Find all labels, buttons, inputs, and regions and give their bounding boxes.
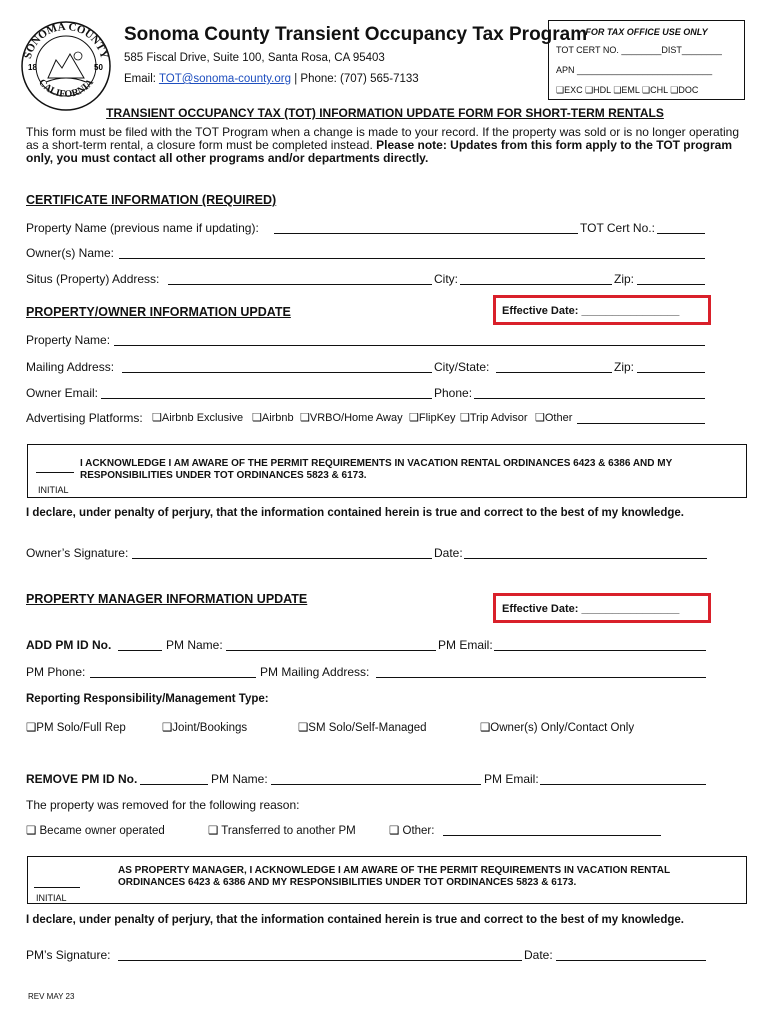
owner-declaration: I declare, under penalty of perjury, that the information contained herein is true and correct to the best of my knowledge.: [26, 507, 684, 519]
type-owner-only-checkbox[interactable]: ❑Owner(s) Only/Contact Only: [480, 722, 635, 734]
property-name-input[interactable]: [274, 233, 578, 234]
owner-effective-date-label: Effective Date: ________________: [502, 305, 680, 317]
program-title: Sonoma County Transient Occupancy Tax Program: [124, 24, 588, 45]
intro-paragraph: This form must be filed with the TOT Program when a change is made to your record. If the property was sold or is no longer operating as a short-term rental, a closure form must be completed instead. Please note: Updates from this form apply to the TOT program only, you must contact all other programs and/or departments directly.: [26, 125, 740, 165]
owner-date-label: Date:: [434, 546, 463, 560]
owner-initial-label: INITIAL: [38, 485, 69, 495]
situs-address-input[interactable]: [168, 284, 432, 285]
type-pm-solo-checkbox[interactable]: ❑PM Solo/Full Rep: [26, 722, 126, 734]
type-joint-bookings-checkbox[interactable]: ❑Joint/Bookings: [162, 722, 248, 734]
platform-vrbo-checkbox[interactable]: ❑VRBO/Home Away: [300, 412, 403, 424]
owner-phone-input[interactable]: [474, 398, 705, 399]
platform-other-checkbox[interactable]: ❑Other: [535, 412, 573, 424]
office-apn-field: APN ___________________________: [556, 65, 713, 75]
email-link[interactable]: TOT@sonoma-county.org: [158, 73, 292, 85]
revision-label: REV MAY 23: [28, 992, 75, 1001]
add-pm-email-input[interactable]: [494, 650, 706, 651]
pm-effective-date-label: Effective Date: ________________: [502, 603, 680, 615]
program-contact: Email: TOT@sonoma-county.org | Phone: (707) 565-7133: [124, 73, 419, 85]
add-pm-name-label: PM Name:: [166, 638, 223, 652]
intro-note: Please note: Updates from this form apply to the TOT program only, you must contact all other programs and/or departments directly.: [26, 138, 732, 165]
owners-name-label: Owner(s) Name:: [26, 246, 115, 260]
reason-other-checkbox[interactable]: ❑ Other:: [389, 825, 435, 837]
certificate-heading: CERTIFICATE INFORMATION (REQUIRED): [26, 193, 277, 207]
city-state-label: City/State:: [434, 360, 490, 374]
pm-date-label: Date:: [524, 948, 553, 962]
owner-update-heading: PROPERTY/OWNER INFORMATION UPDATE: [26, 305, 291, 319]
advertising-platforms-label: Advertising Platforms:: [26, 411, 143, 425]
mailing-zip-label: Zip:: [614, 360, 635, 374]
mailing-address-label: Mailing Address:: [26, 360, 115, 374]
type-sm-solo-checkbox[interactable]: ❑SM Solo/Self-Managed: [298, 722, 427, 734]
svg-text:CALIFORNIA: CALIFORNIA: [36, 77, 96, 101]
pm-initial-label: INITIAL: [36, 893, 67, 903]
platform-flipkey-checkbox[interactable]: ❑FlipKey: [409, 412, 456, 424]
remove-pm-name-input[interactable]: [271, 784, 481, 785]
situs-zip-label: Zip:: [614, 272, 635, 286]
office-checkboxes: ❑EXC ❑HDL ❑EML ❑CHL ❑DOC: [556, 85, 699, 95]
reason-transferred-checkbox[interactable]: ❑ Transferred to another PM: [208, 825, 356, 837]
svg-text:SONOMA COUNTY: SONOMA COUNTY: [21, 20, 111, 61]
platform-airbnb-checkbox[interactable]: ❑Airbnb: [252, 412, 294, 424]
pm-signature-label: PM’s Signature:: [26, 948, 111, 962]
owner-initial-input[interactable]: [36, 472, 74, 473]
situs-city-label: City:: [434, 272, 458, 286]
situs-address-label: Situs (Property) Address:: [26, 272, 160, 286]
removed-reason-label: The property was removed for the following reason:: [26, 798, 300, 812]
mailing-address-input[interactable]: [122, 372, 432, 373]
pm-date-input[interactable]: [556, 960, 706, 961]
reason-owner-operated-checkbox[interactable]: ❑ Became owner operated: [26, 825, 165, 837]
city-state-input[interactable]: [496, 372, 612, 373]
reporting-responsibility-label: Reporting Responsibility/Management Type:: [26, 693, 269, 705]
owner-property-name-label: Property Name:: [26, 333, 111, 347]
pm-acknowledgement-box: [27, 856, 747, 904]
svg-text:50: 50: [94, 63, 103, 72]
owner-phone-label: Phone:: [434, 386, 473, 400]
pm-phone-label: PM Phone:: [26, 665, 86, 679]
reason-other-input[interactable]: [443, 835, 661, 836]
remove-pm-name-label: PM Name:: [211, 772, 268, 786]
add-pm-id-input[interactable]: [118, 650, 162, 651]
office-use-heading: FOR TAX OFFICE USE ONLY: [585, 27, 708, 37]
tot-cert-label: TOT Cert No.:: [580, 221, 655, 235]
situs-zip-input[interactable]: [637, 284, 705, 285]
pm-ack-text: AS PROPERTY MANAGER, I ACKNOWLEDGE I AM AWARE OF THE PERMIT REQUIREMENTS IN VACATION RENTAL ORDINANCES 6423 & 6386 AND MY RESPONSIBILITIES UNDER TOT ORDINANCES 5823 & 6173.: [118, 865, 671, 888]
remove-pm-email-label: PM Email:: [484, 772, 539, 786]
property-name-label: Property Name (previous name if updating):: [26, 221, 259, 235]
add-pm-id-label: ADD PM ID No.: [26, 638, 112, 652]
office-cert-field: TOT CERT NO. ________DIST________: [556, 45, 722, 55]
pm-signature-input[interactable]: [118, 960, 522, 961]
remove-pm-id-input[interactable]: [140, 784, 208, 785]
owner-ack-text: I ACKNOWLEDGE I AM AWARE OF THE PERMIT REQUIREMENTS IN VACATION RENTAL ORDINANCES 6423 & 6386 AND MY RESPONSIBILITIES UNDER TOT ORDINANCES 5823 & 6173.: [80, 458, 673, 481]
owner-effective-date-box[interactable]: [493, 295, 711, 325]
pm-mailing-label: PM Mailing Address:: [260, 665, 370, 679]
owner-email-label: Owner Email:: [26, 386, 99, 400]
pm-effective-date-box[interactable]: [493, 593, 711, 623]
remove-pm-email-input[interactable]: [540, 784, 706, 785]
owner-signature-label: Owner’s Signature:: [26, 546, 129, 560]
pm-update-heading: PROPERTY MANAGER INFORMATION UPDATE: [26, 592, 308, 606]
platform-airbnb-exclusive-checkbox[interactable]: ❑Airbnb Exclusive: [152, 412, 244, 424]
office-use-box: [548, 20, 745, 100]
situs-city-input[interactable]: [460, 284, 612, 285]
add-pm-email-label: PM Email:: [438, 638, 493, 652]
remove-pm-id-label: REMOVE PM ID No.: [26, 772, 138, 786]
pm-initial-input[interactable]: [34, 887, 80, 888]
tot-cert-input[interactable]: [657, 233, 705, 234]
owner-email-input[interactable]: [101, 398, 432, 399]
pm-declaration: I declare, under penalty of perjury, that the information contained herein is true and correct to the best of my knowledge.: [26, 914, 684, 926]
platform-trip-advisor-checkbox[interactable]: ❑Trip Advisor: [460, 412, 528, 424]
owners-name-input[interactable]: [119, 258, 705, 259]
pm-phone-input[interactable]: [90, 677, 256, 678]
svg-text:18: 18: [28, 63, 37, 72]
owner-property-name-input[interactable]: [114, 345, 705, 346]
pm-mailing-input[interactable]: [376, 677, 706, 678]
add-pm-name-input[interactable]: [226, 650, 436, 651]
county-seal-logo: [20, 20, 112, 112]
form-title: TRANSIENT OCCUPANCY TAX (TOT) INFORMATION UPDATE FORM FOR SHORT-TERM RENTALS: [106, 106, 664, 120]
owner-signature-input[interactable]: [132, 558, 432, 559]
mailing-zip-input[interactable]: [637, 372, 705, 373]
owner-date-input[interactable]: [464, 558, 707, 559]
program-address: 585 Fiscal Drive, Suite 100, Santa Rosa, CA 95403: [124, 52, 385, 64]
owner-acknowledgement-box: [27, 444, 747, 498]
platform-other-input[interactable]: [577, 423, 705, 424]
